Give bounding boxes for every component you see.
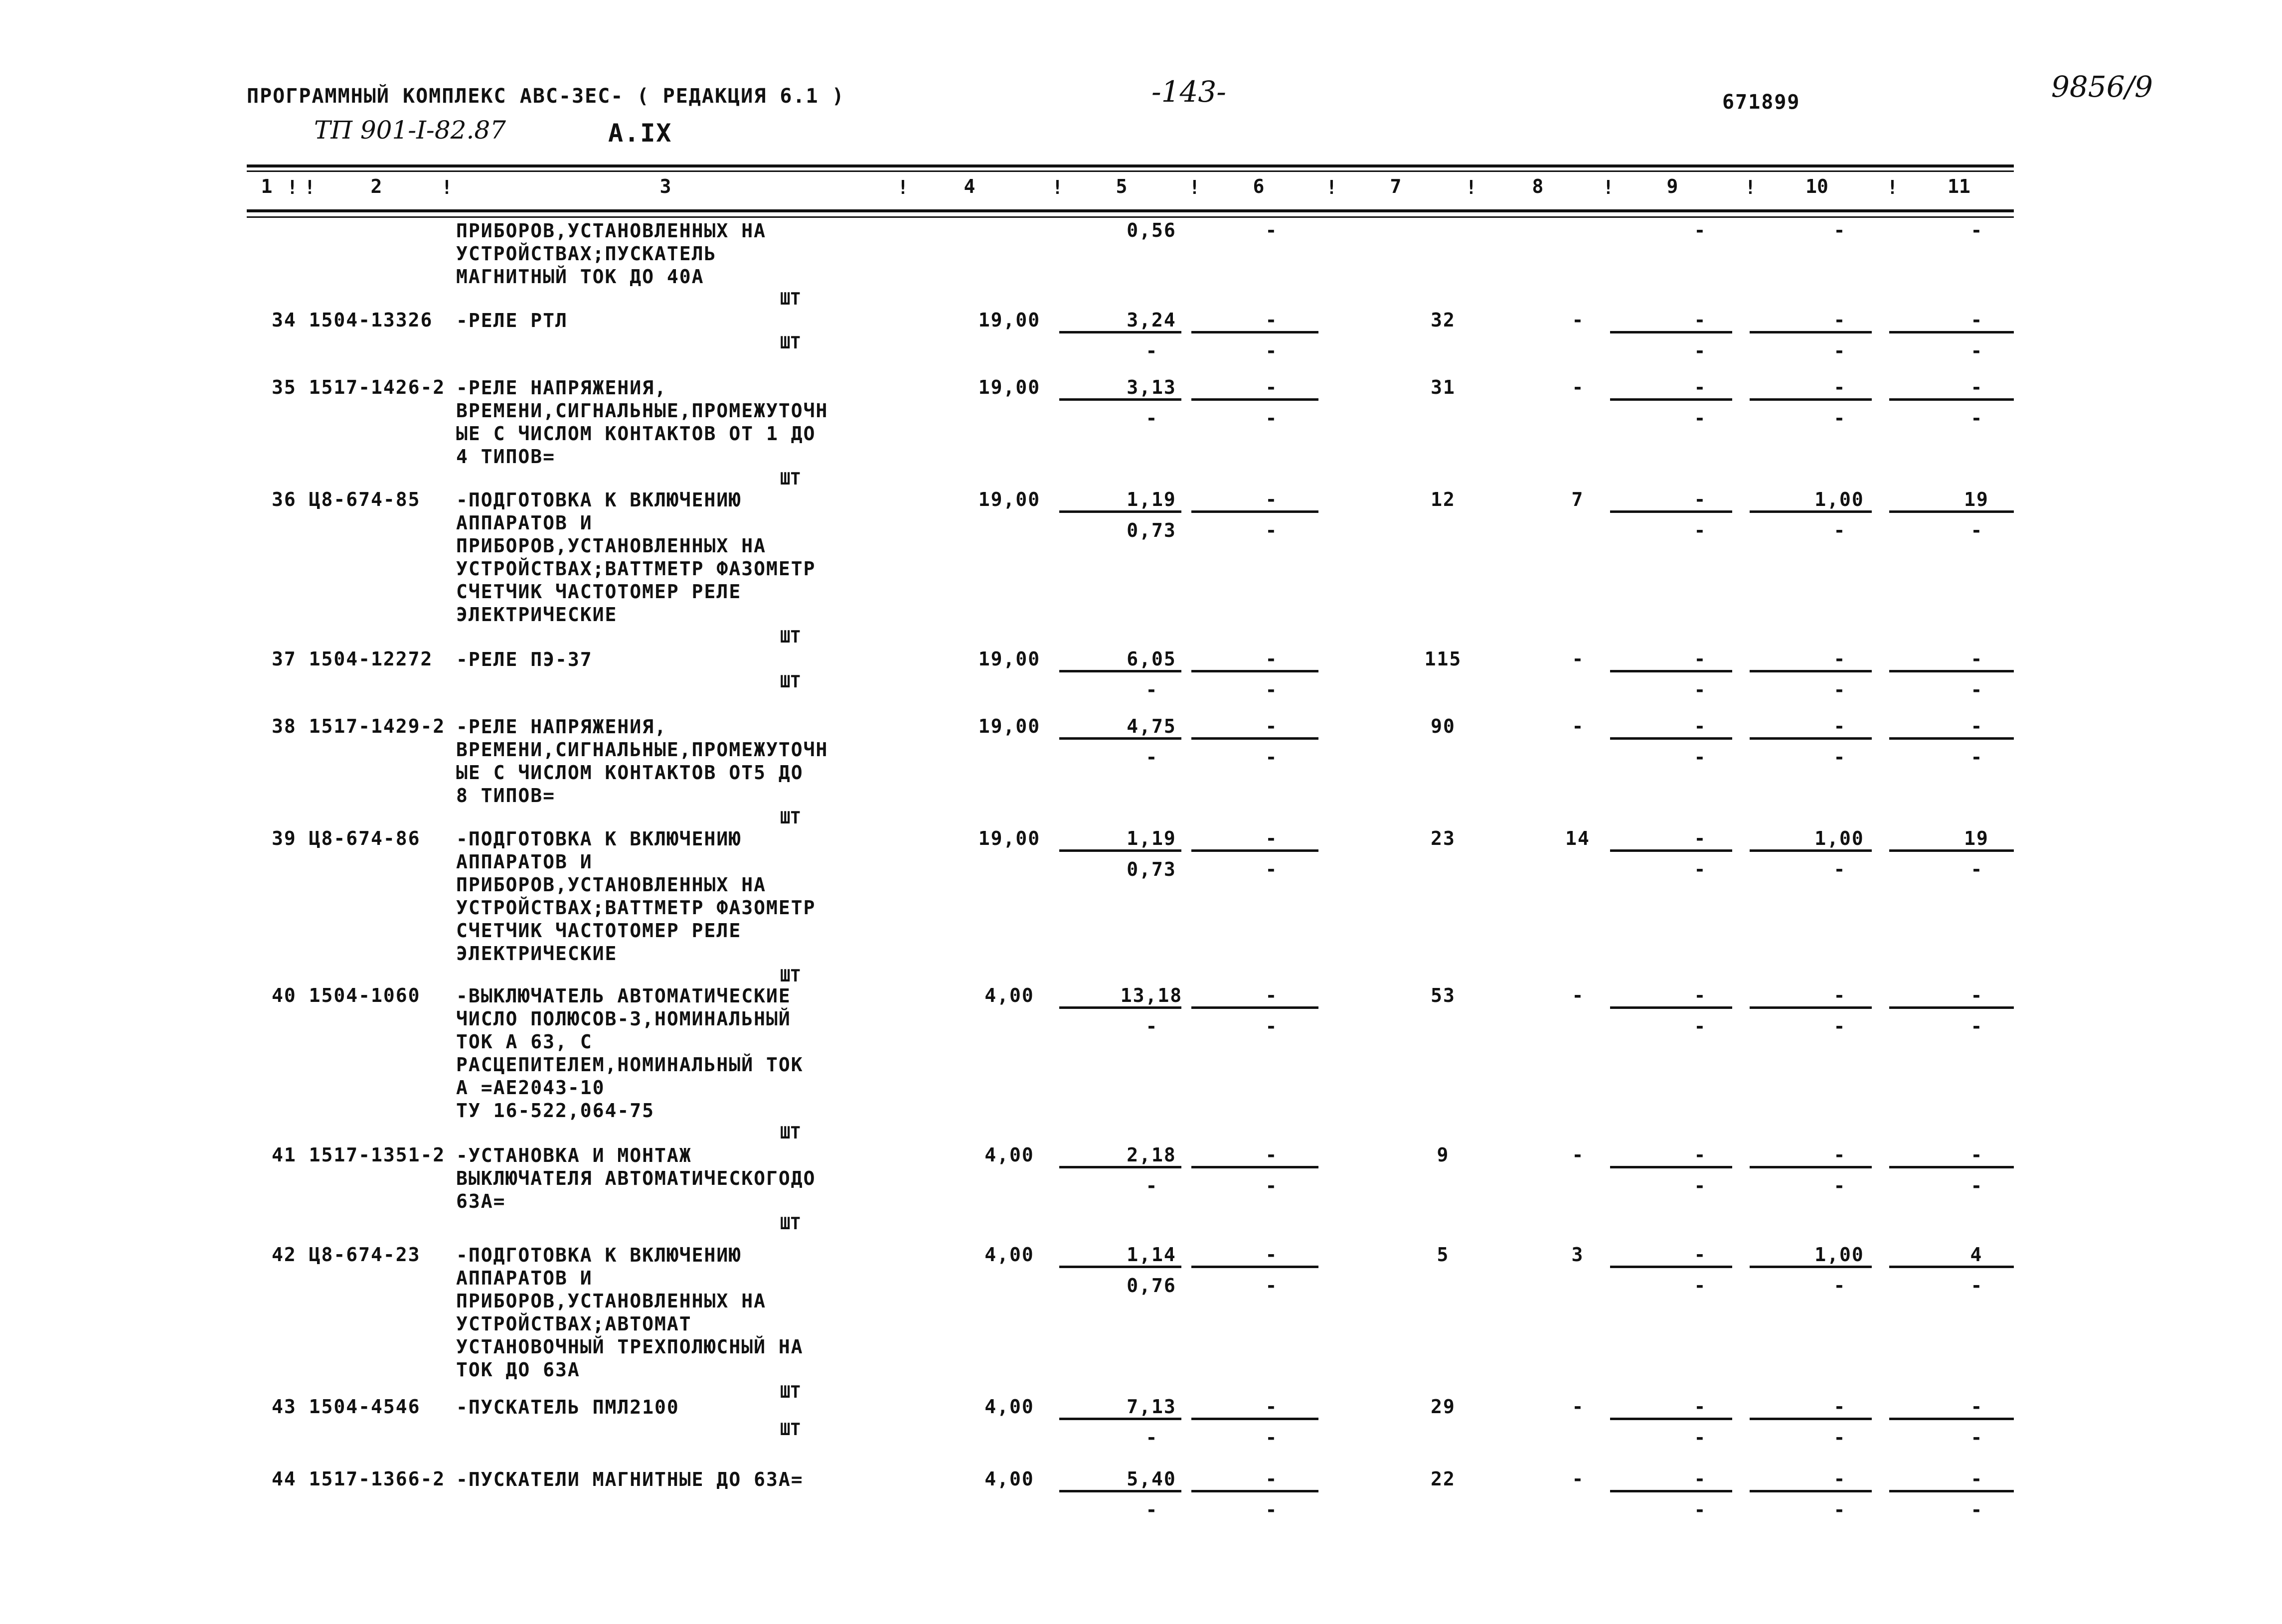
dash-mark: - [1265, 309, 1277, 331]
cost-value: 1,19 [1127, 827, 1176, 849]
dash-mark: - [1265, 858, 1277, 880]
quantity-value: 4,00 [984, 1244, 1034, 1266]
item-description: -ВЫКЛЮЧАТЕЛЬ АВТОМАТИЧЕСКИЕ ЧИСЛО ПОЛЮСОВ-3,НОМИНАЛЬНЫЙ ТОК А 63, С РАСЦЕПИТЕЛЕМ,НОМИНАЛЬНЫЙ ТОК А =АЕ2043-10 ТУ 16-522,064-75 [456, 985, 804, 1122]
cost-value-secondary: 0,73 [1127, 519, 1176, 541]
position-code: 34 1504-13326 [272, 309, 433, 331]
quantity-value: 19,00 [978, 648, 1041, 670]
dash-mark: - [1833, 407, 1845, 429]
cell-underline [1610, 398, 1732, 401]
dash-mark: - [1970, 519, 1982, 541]
position-code: 44 1517-1366-2 [272, 1468, 446, 1490]
dash-mark: - [1833, 219, 1845, 241]
column-11-value: 19 [1964, 827, 1989, 849]
dash-mark: - [1833, 519, 1845, 541]
cell-underline [1750, 1266, 1872, 1268]
dash-mark: - [1145, 340, 1157, 362]
dash-mark: - [1694, 488, 1706, 510]
unit-label: ШТ [780, 1123, 801, 1143]
dash-mark: - [1833, 1427, 1845, 1449]
header-bottom-rule [247, 209, 2014, 212]
cell-underline [1191, 331, 1318, 333]
item-description: -ПУСКАТЕЛИ МАГНИТНЫЕ ДО 63А= [456, 1468, 804, 1490]
column-separator: ! [897, 176, 909, 198]
dash-mark: - [1694, 219, 1706, 241]
item-description: -ПУСКАТЕЛЬ ПМЛ2100 [456, 1396, 679, 1418]
dash-mark: - [1970, 858, 1982, 880]
dash-mark: - [1265, 984, 1277, 1006]
cell-underline [1750, 737, 1872, 740]
item-description: -ПОДГОТОВКА К ВКЛЮЧЕНИЮ АППАРАТОВ И ПРИБОРОВ,УСТАНОВЛЕННЫХ НА УСТРОЙСТВАХ;АВТОМАТ УСТАНОВОЧНЫЙ ТРЕХПОЛЮСНЫЙ НА ТОК ДО 63А [456, 1244, 804, 1381]
dash-mark: - [1572, 1468, 1584, 1490]
cost-value-secondary: 0,76 [1127, 1275, 1176, 1297]
table-top-rule [247, 164, 2014, 167]
dash-mark: - [1833, 1015, 1845, 1037]
item-description: -УСТАНОВКА И МОНТАЖ ВЫКЛЮЧАТЕЛЯ АВТОМАТИЧЕСКОГОДО 63А= [456, 1144, 816, 1212]
column-separator: ! [1466, 176, 1477, 198]
item-description: -РЕЛЕ ПЭ-37 [456, 649, 593, 670]
column-8-value: 14 [1565, 827, 1590, 849]
archive-stamp: 9856/9 [2051, 70, 2153, 104]
table-top-rule-2 [247, 170, 2014, 172]
dash-mark: - [1833, 679, 1845, 701]
cell-underline [1191, 1166, 1318, 1168]
dash-mark: - [1265, 827, 1277, 849]
dash-mark: - [1572, 376, 1584, 398]
cost-value: 13,18 [1120, 984, 1183, 1006]
dash-mark: - [1970, 407, 1982, 429]
cell-underline [1750, 1006, 1872, 1009]
dash-mark: - [1833, 648, 1845, 670]
column-separator: ! [441, 176, 453, 198]
item-description: -РЕЛЕ НАПРЯЖЕНИЯ, ВРЕМЕНИ,СИГНАЛЬНЫЕ,ПРОМЕЖУТОЧН ЫЕ С ЧИСЛОМ КОНТАКТОВ ОТ 1 ДО 4 ТИПОВ= [456, 377, 828, 468]
cell-underline [1191, 849, 1318, 852]
unit-label: ШТ [780, 627, 801, 647]
quantity-value: 19,00 [978, 827, 1041, 849]
quantity-value: 19,00 [978, 488, 1041, 510]
dash-mark: - [1970, 340, 1982, 362]
cost-value: 1,19 [1127, 488, 1176, 510]
cell-underline [1889, 849, 2014, 852]
unit-label: ШТ [780, 1420, 801, 1440]
position-code: 37 1504-12272 [272, 648, 433, 670]
dash-mark: - [1694, 1175, 1706, 1197]
dash-mark: - [1572, 984, 1584, 1006]
cost-value: 3,24 [1127, 309, 1176, 331]
dash-mark: - [1833, 715, 1845, 737]
column-number: 10 [1805, 175, 1828, 197]
dash-mark: - [1694, 827, 1706, 849]
column-8-value: 7 [1571, 488, 1584, 510]
cell-underline [1889, 1418, 2014, 1420]
cell-underline [1889, 398, 2014, 401]
dash-mark: - [1265, 519, 1277, 541]
column-separator: ! [1887, 176, 1898, 198]
column-number: 4 [964, 175, 976, 197]
dash-mark: - [1145, 1499, 1157, 1521]
column-7-value: 31 [1431, 376, 1456, 398]
dash-mark: - [1970, 1499, 1982, 1521]
album-label: А.IX [608, 119, 672, 148]
dash-mark: - [1694, 519, 1706, 541]
cell-underline [1059, 737, 1181, 740]
column-7-value: 23 [1431, 827, 1456, 849]
dash-mark: - [1833, 309, 1845, 331]
dash-mark: - [1833, 746, 1845, 768]
cell-underline [1889, 510, 2014, 513]
cell-underline [1191, 670, 1318, 672]
dash-mark: - [1145, 679, 1157, 701]
dash-mark: - [1265, 1015, 1277, 1037]
dash-mark: - [1970, 1275, 1982, 1297]
dash-mark: - [1970, 1396, 1982, 1418]
dash-mark: - [1833, 376, 1845, 398]
item-description: ПРИБОРОВ,УСТАНОВЛЕННЫХ НА УСТРОЙСТВАХ;ПУСКАТЕЛЬ МАГНИТНЫЙ ТОК ДО 40А [456, 220, 766, 288]
cost-value: 4,75 [1127, 715, 1176, 737]
cell-underline [1889, 331, 2014, 333]
cell-underline [1889, 670, 2014, 672]
project-number: ТП 901-I-82.87 [314, 116, 506, 145]
dash-mark: - [1572, 309, 1584, 331]
column-number: 7 [1390, 175, 1402, 197]
cell-underline [1059, 670, 1181, 672]
cell-underline [1191, 398, 1318, 401]
position-code: 36 Ц8-674-85 [272, 488, 421, 510]
cell-underline [1059, 1490, 1181, 1492]
cell-underline [1750, 1490, 1872, 1492]
cell-underline [1750, 670, 1872, 672]
column-10-value: 1,00 [1814, 488, 1864, 510]
dash-mark: - [1970, 648, 1982, 670]
cell-underline [1191, 737, 1318, 740]
cost-value: 3,13 [1127, 376, 1176, 398]
dash-mark: - [1265, 679, 1277, 701]
dash-mark: - [1694, 1015, 1706, 1037]
cell-underline [1191, 1418, 1318, 1420]
cell-underline [1750, 849, 1872, 852]
dash-mark: - [1572, 1144, 1584, 1166]
cell-underline [1191, 1490, 1318, 1492]
dash-mark: - [1265, 1175, 1277, 1197]
column-number: 2 [370, 175, 382, 197]
item-description: -ПОДГОТОВКА К ВКЛЮЧЕНИЮ АППАРАТОВ И ПРИБОРОВ,УСТАНОВЛЕННЫХ НА УСТРОЙСТВАХ;ВАТТМЕТР ФАЗОМЕТР СЧЕТЧИК ЧАСТОТОМЕР РЕЛЕ ЭЛЕКТРИЧЕСКИЕ [456, 828, 816, 965]
cell-underline [1750, 398, 1872, 401]
dash-mark: - [1694, 376, 1706, 398]
dash-mark: - [1572, 715, 1584, 737]
dash-mark: - [1970, 309, 1982, 331]
cell-underline [1889, 1166, 2014, 1168]
dash-mark: - [1970, 984, 1982, 1006]
cell-underline [1059, 1418, 1181, 1420]
dash-mark: - [1265, 746, 1277, 768]
dash-mark: - [1572, 648, 1584, 670]
column-7-value: 90 [1431, 715, 1456, 737]
cost-value: 2,18 [1127, 1144, 1176, 1166]
column-10-value: 1,00 [1814, 1244, 1864, 1266]
column-11-value: 4 [1970, 1244, 1983, 1266]
cell-underline [1059, 398, 1181, 401]
dash-mark: - [1265, 1427, 1277, 1449]
cell-underline [1059, 1006, 1181, 1009]
cell-underline [1059, 331, 1181, 333]
cell-underline [1889, 1006, 2014, 1009]
dash-mark: - [1833, 1396, 1845, 1418]
dash-mark: - [1833, 1499, 1845, 1521]
dash-mark: - [1694, 1499, 1706, 1521]
unit-label: ШТ [780, 808, 801, 828]
dash-mark: - [1833, 1175, 1845, 1197]
column-7-value: 22 [1431, 1468, 1456, 1490]
dash-mark: - [1833, 858, 1845, 880]
dash-mark: - [1970, 679, 1982, 701]
position-code: 40 1504-1060 [272, 984, 421, 1006]
dash-mark: - [1694, 309, 1706, 331]
dash-mark: - [1694, 1244, 1706, 1266]
unit-label: ШТ [780, 672, 801, 692]
cell-underline [1610, 849, 1732, 852]
item-description: -РЕЛЕ РТЛ [456, 310, 568, 331]
cell-underline [1610, 1490, 1732, 1492]
cell-underline [1610, 1166, 1732, 1168]
dash-mark: - [1970, 1175, 1982, 1197]
dash-mark: - [1694, 340, 1706, 362]
cell-underline [1750, 510, 1872, 513]
dash-mark: - [1572, 1396, 1584, 1418]
position-code: 39 Ц8-674-86 [272, 827, 421, 849]
dash-mark: - [1833, 1468, 1845, 1490]
unit-label: ШТ [780, 966, 801, 986]
column-number: 8 [1532, 175, 1544, 197]
item-description: -РЕЛЕ НАПРЯЖЕНИЯ, ВРЕМЕНИ,СИГНАЛЬНЫЕ,ПРОМЕЖУТОЧН ЫЕ С ЧИСЛОМ КОНТАКТОВ ОТ5 ДО 8 ТИПОВ= [456, 716, 828, 807]
dash-mark: - [1145, 407, 1157, 429]
column-separator: ! [1052, 176, 1063, 198]
column-7-value: 53 [1431, 984, 1456, 1006]
dash-mark: - [1833, 984, 1845, 1006]
column-separator: ! [287, 176, 298, 198]
dash-mark: - [1265, 407, 1277, 429]
dash-mark: - [1265, 1396, 1277, 1418]
dash-mark: - [1265, 1244, 1277, 1266]
column-separator: ! [1603, 176, 1614, 198]
cell-underline [1889, 1490, 2014, 1492]
dash-mark: - [1694, 715, 1706, 737]
quantity-value: 19,00 [978, 715, 1041, 737]
dash-mark: - [1145, 746, 1157, 768]
column-separator: ! [1189, 176, 1200, 198]
dash-mark: - [1265, 1468, 1277, 1490]
cell-underline [1610, 510, 1732, 513]
header-bottom-rule-2 [247, 216, 2014, 218]
cell-underline [1610, 670, 1732, 672]
cell-underline [1750, 1166, 1872, 1168]
column-separator: ! [304, 176, 316, 198]
quantity-value: 4,00 [984, 1396, 1034, 1418]
column-number: 3 [659, 175, 671, 197]
unit-label: ШТ [780, 469, 801, 489]
dash-mark: - [1694, 1144, 1706, 1166]
dash-mark: - [1145, 1175, 1157, 1197]
cell-underline [1889, 1266, 2014, 1268]
column-7-value: 32 [1431, 309, 1456, 331]
unit-label: ШТ [780, 333, 801, 353]
item-description: -ПОДГОТОВКА К ВКЛЮЧЕНИЮ АППАРАТОВ И ПРИБОРОВ,УСТАНОВЛЕННЫХ НА УСТРОЙСТВАХ;ВАТТМЕТР ФАЗОМЕТР СЧЕТЧИК ЧАСТОТОМЕР РЕЛЕ ЭЛЕКТРИЧЕСКИЕ [456, 489, 816, 626]
dash-mark: - [1265, 715, 1277, 737]
dash-mark: - [1970, 1144, 1982, 1166]
cost-value: 1,14 [1127, 1244, 1176, 1266]
dash-mark: - [1970, 376, 1982, 398]
quantity-value: 4,00 [984, 984, 1034, 1006]
dash-mark: - [1694, 746, 1706, 768]
cell-underline [1750, 1418, 1872, 1420]
program-title: ПРОГРАММНЫЙ КОМПЛЕКС АВС-ЗЕС- ( РЕДАКЦИЯ 6.1 ) [247, 85, 845, 108]
column-7-value: 29 [1431, 1396, 1456, 1418]
position-code: 43 1504-4546 [272, 1396, 421, 1418]
cell-underline [1191, 510, 1318, 513]
cell-underline [1059, 849, 1181, 852]
dash-mark: - [1970, 1427, 1982, 1449]
dash-mark: - [1833, 1144, 1845, 1166]
dash-mark: - [1970, 1015, 1982, 1037]
quantity-value: 4,00 [984, 1468, 1034, 1490]
dash-mark: - [1145, 1015, 1157, 1037]
dash-mark: - [1145, 1427, 1157, 1449]
column-number: 6 [1253, 175, 1265, 197]
dash-mark: - [1970, 219, 1982, 241]
dash-mark: - [1694, 1427, 1706, 1449]
quantity-value: 4,00 [984, 1144, 1034, 1166]
dash-mark: - [1265, 648, 1277, 670]
column-10-value: 1,00 [1814, 827, 1864, 849]
unit-label: ШТ [780, 1382, 801, 1402]
column-7-value: 5 [1437, 1244, 1450, 1266]
dash-mark: - [1970, 746, 1982, 768]
column-8-value: 3 [1571, 1244, 1584, 1266]
dash-mark: - [1265, 340, 1277, 362]
cost-value: 0,56 [1127, 219, 1176, 241]
cell-underline [1191, 1006, 1318, 1009]
dash-mark: - [1694, 407, 1706, 429]
dash-mark: - [1265, 1275, 1277, 1297]
dash-mark: - [1265, 219, 1277, 241]
position-code: 38 1517-1429-2 [272, 715, 446, 737]
position-code: 35 1517-1426-2 [272, 376, 446, 398]
cell-underline [1610, 1266, 1732, 1268]
dash-mark: - [1694, 1396, 1706, 1418]
column-number: 5 [1116, 175, 1128, 197]
cell-underline [1889, 737, 2014, 740]
cell-underline [1610, 1418, 1732, 1420]
position-code: 41 1517-1351-2 [272, 1144, 446, 1166]
cell-underline [1059, 1266, 1181, 1268]
document-code: 671899 [1722, 91, 1800, 114]
column-number: 11 [1948, 175, 1970, 197]
dash-mark: - [1833, 340, 1845, 362]
cell-underline [1610, 331, 1732, 333]
dash-mark: - [1694, 648, 1706, 670]
page-number: -143- [1151, 75, 1226, 109]
column-number: 1 [261, 175, 273, 197]
cell-underline [1750, 331, 1872, 333]
dash-mark: - [1694, 1468, 1706, 1490]
dash-mark: - [1970, 715, 1982, 737]
column-11-value: 19 [1964, 488, 1989, 510]
cost-value: 5,40 [1127, 1468, 1176, 1490]
position-code: 42 Ц8-674-23 [272, 1244, 421, 1266]
dash-mark: - [1265, 376, 1277, 398]
quantity-value: 19,00 [978, 309, 1041, 331]
dash-mark: - [1265, 488, 1277, 510]
column-7-value: 115 [1424, 648, 1462, 670]
quantity-value: 19,00 [978, 376, 1041, 398]
dash-mark: - [1694, 858, 1706, 880]
dash-mark: - [1694, 984, 1706, 1006]
cell-underline [1191, 1266, 1318, 1268]
unit-label: ШТ [780, 289, 801, 309]
dash-mark: - [1265, 1144, 1277, 1166]
unit-label: ШТ [780, 1214, 801, 1234]
dash-mark: - [1970, 1468, 1982, 1490]
column-separator: ! [1745, 176, 1756, 198]
cost-value-secondary: 0,73 [1127, 858, 1176, 880]
cost-value: 6,05 [1127, 648, 1176, 670]
cell-underline [1059, 1166, 1181, 1168]
dash-mark: - [1694, 679, 1706, 701]
dash-mark: - [1694, 1275, 1706, 1297]
dash-mark: - [1265, 1499, 1277, 1521]
column-7-value: 9 [1437, 1144, 1450, 1166]
cell-underline [1610, 737, 1732, 740]
cell-underline [1610, 1006, 1732, 1009]
cell-underline [1059, 510, 1181, 513]
column-number: 9 [1666, 175, 1678, 197]
column-7-value: 12 [1431, 488, 1456, 510]
column-separator: ! [1326, 176, 1337, 198]
cost-value: 7,13 [1127, 1396, 1176, 1418]
dash-mark: - [1833, 1275, 1845, 1297]
